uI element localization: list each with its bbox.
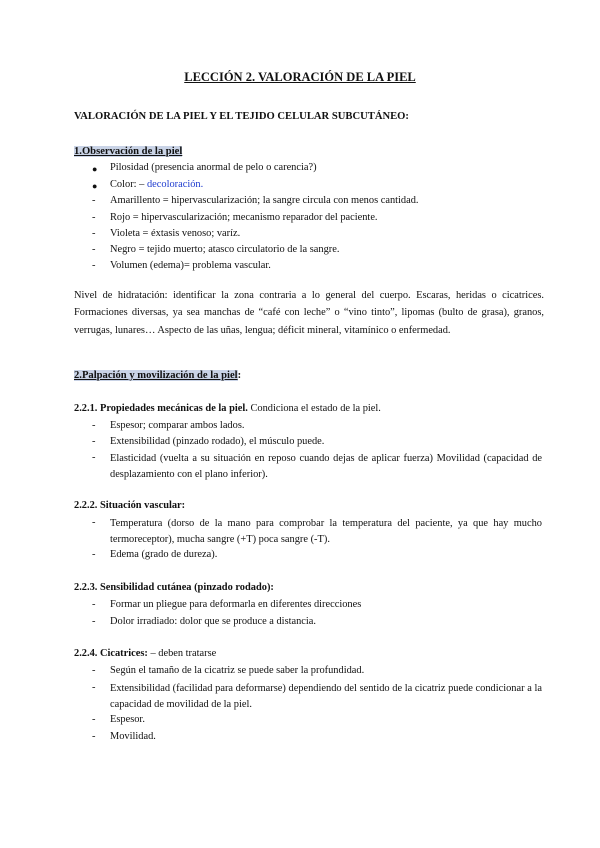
dash-icon: - bbox=[92, 452, 96, 463]
dash-icon: - bbox=[92, 599, 96, 610]
subsection-224-rest: – deben tratarse bbox=[147, 648, 217, 659]
dash-icon: - bbox=[92, 517, 96, 528]
subsection-224-heading bbox=[74, 648, 216, 659]
subsection-221-heading bbox=[74, 403, 381, 414]
subsection-222-heading bbox=[74, 500, 185, 511]
section-2-heading-colon: : bbox=[237, 370, 242, 381]
dash-icon: - bbox=[92, 436, 96, 447]
section-1-heading bbox=[74, 146, 182, 157]
list-item-pilosidad: Pilosidad (presencia anormal de pelo o carencia?) bbox=[110, 162, 317, 173]
page-subtitle: VALORACIÓN DE LA PIEL Y EL TEJIDO CELULAR SUBCUTÁNEO: bbox=[74, 111, 409, 122]
list-item-violeta: Violeta = éxtasis venoso; varíz. bbox=[110, 228, 241, 239]
bullet-icon: ● bbox=[92, 181, 98, 191]
list-item-rojo: Rojo = hipervascularización; mecanismo reparador del paciente. bbox=[110, 212, 378, 223]
subsection-221-rest: Condiciona el estado de la piel. bbox=[247, 403, 381, 414]
list-item-extensibilidad-cicatriz: Extensibilidad (facilidad para deformarse) dependiendo del sentido de la cicatriz puede condicionar a la capacidad de movilidad de la piel. bbox=[110, 683, 542, 710]
section-2-heading-text: 2.Palpación y movilización de la piel bbox=[74, 370, 238, 381]
list-item-color bbox=[110, 179, 203, 190]
section-2-heading bbox=[74, 370, 241, 381]
page-title: LECCIÓN 2. VALORACIÓN DE LA PIEL bbox=[184, 70, 416, 84]
list-item-amarillento: Amarillento = hipervascularización; la sangre circula con menos cantidad. bbox=[110, 195, 419, 206]
decoloracion-text: decoloración. bbox=[146, 179, 204, 190]
subsection-223-title: 2.2.3. Sensibilidad cutánea (pinzado rodado): bbox=[74, 582, 274, 593]
list-item-movilidad: Movilidad. bbox=[110, 731, 156, 742]
list-item-extensibilidad: Extensibilidad (pinzado rodado), el músculo puede. bbox=[110, 436, 325, 447]
list-item-pliegue: Formar un pliegue para deformarla en diferentes direcciones bbox=[110, 599, 362, 610]
hydration-paragraph: Nivel de hidratación: identificar la zona contraria a lo general del cuerpo. Escaras, heridas o cicatrices. Formaciones diversas, ya sea manchas de “café con leche” o “vino tinto”, lipomas (bulto de grasa), granos, verrugas, lunares… Aspecto de las uñas, lengua; déficit mineral, vitamínico o enfermedad. bbox=[74, 290, 544, 336]
color-label: Color: – bbox=[110, 179, 147, 190]
subsection-222-title: 2.2.2. Situación vascular: bbox=[74, 500, 186, 511]
list-item-espesor-cicatriz: Espesor. bbox=[110, 714, 145, 725]
dash-icon: - bbox=[92, 731, 96, 742]
list-item-volumen: Volumen (edema)= problema vascular. bbox=[110, 260, 271, 271]
list-item-elasticidad: Elasticidad (vuelta a su situación en reposo cuando dejas de aplicar fuerza) Movilidad (capacidad de desplazamiento con el plano inferior). bbox=[110, 453, 542, 480]
dash-icon: - bbox=[92, 260, 96, 271]
dash-icon: - bbox=[92, 549, 96, 560]
list-item-edema: Edema (grado de dureza). bbox=[110, 549, 218, 560]
subsection-221-title: 2.2.1. Propiedades mecánicas de la piel. bbox=[74, 403, 248, 414]
list-item-negro: Negro = tejido muerto; atasco circulatorio de la sangre. bbox=[110, 244, 340, 255]
list-item-temperatura: Temperatura (dorso de la mano para comprobar la temperatura del paciente, ya que hay mucho termoreceptor), mucha sangre (+T) poca sangre (-T). bbox=[110, 518, 542, 545]
dash-icon: - bbox=[92, 714, 96, 725]
subsection-223-heading bbox=[74, 582, 274, 593]
section-1-heading-text: 1.Observación de la piel bbox=[74, 146, 183, 157]
dash-icon: - bbox=[92, 420, 96, 431]
bullet-icon: ● bbox=[92, 164, 98, 174]
dash-icon: - bbox=[92, 616, 96, 627]
dash-icon: - bbox=[92, 244, 96, 255]
dash-icon: - bbox=[92, 228, 96, 239]
dash-icon: - bbox=[92, 682, 96, 693]
list-item-dolor: Dolor irradiado: dolor que se produce a distancia. bbox=[110, 616, 317, 627]
dash-icon: - bbox=[92, 665, 96, 676]
list-item-espesor: Espesor; comparar ambos lados. bbox=[110, 420, 245, 431]
subsection-224-title: 2.2.4. Cicatrices: bbox=[74, 648, 148, 659]
dash-icon: - bbox=[92, 212, 96, 223]
dash-icon: - bbox=[92, 195, 96, 206]
list-item-tamano: Según el tamaño de la cicatriz se puede saber la profundidad. bbox=[110, 665, 365, 676]
